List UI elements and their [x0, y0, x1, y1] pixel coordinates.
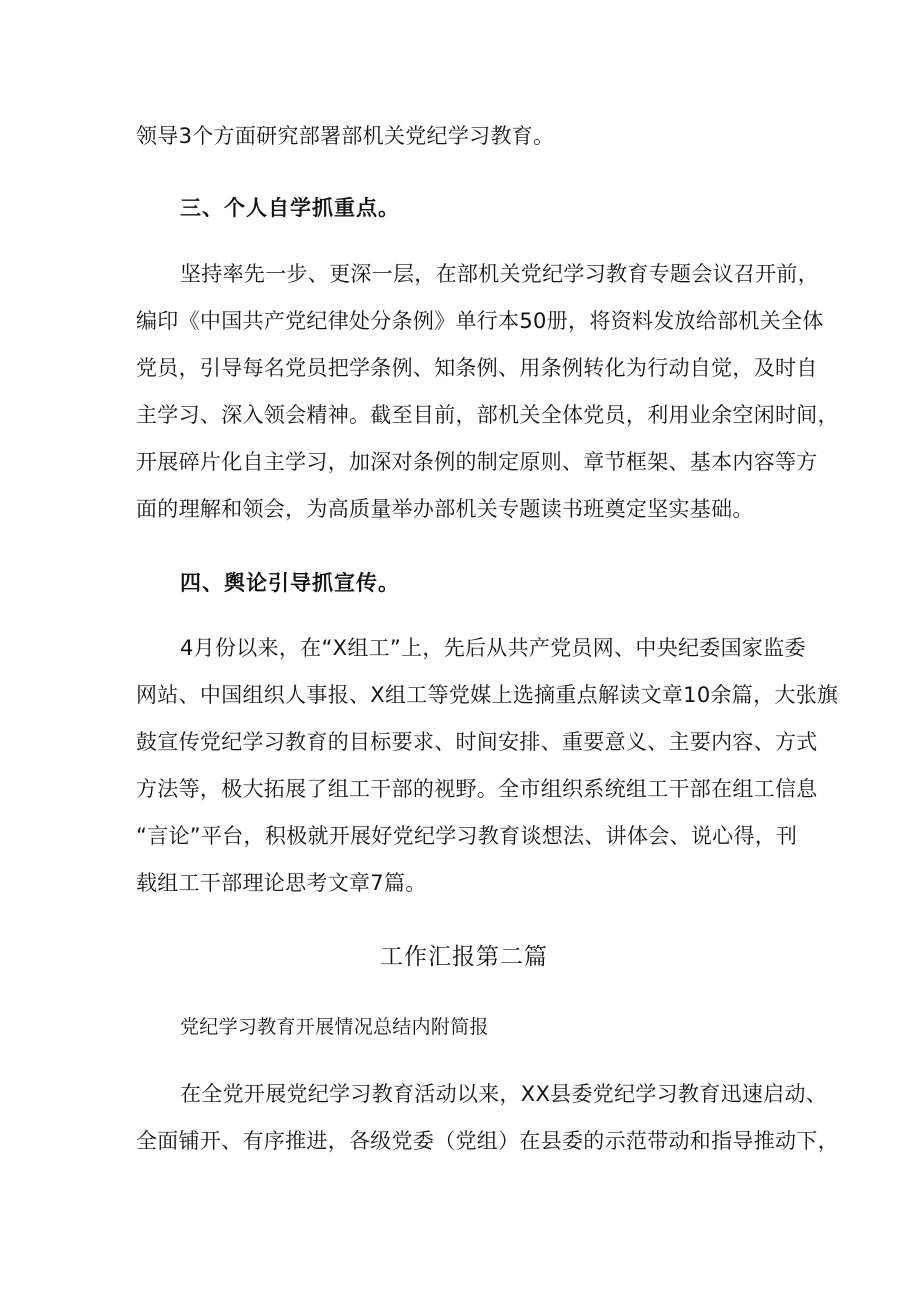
paragraph-line: 编印《中国共产党纪律处分条例》单行本50册，将资料发放给部机关全体	[136, 309, 824, 333]
paragraph-line: 开展碎片化自主学习，加深对条例的制定原则、章节框架、基本内容等方	[136, 450, 818, 474]
paragraph-line: 坚持率先一步、更深一层，在部机关党纪学习教育专题会议召开前，	[180, 262, 819, 286]
section-heading-4: 四、舆论引导抓宣传。	[180, 571, 400, 595]
document-subtitle: 党纪学习教育开展情况总结内附简报	[180, 1016, 489, 1038]
document-title: 工作汇报第二篇	[380, 944, 548, 970]
paragraph-line: 领导3个方面研究部署部机关党纪学习教育。	[136, 124, 555, 148]
paragraph-line: 主学习、深入领会精神。截至目前，部机关全体党员，利用业余空闲时间，	[136, 403, 839, 427]
paragraph-line: 面的理解和领会，为高质量举办部机关专题读书班奠定坚实基础。	[136, 497, 754, 521]
paragraph-line: “言论”平台，积极就开展好党纪学习教育谈想法、讲体会、说心得，刊	[136, 824, 798, 848]
paragraph-line: 在全党开展党纪学习教育活动以来，XX县委党纪学习教育迅速启动、	[180, 1082, 828, 1106]
paragraph-line: 全面铺开、有序推进，各级党委（党组）在县委的示范带动和指导推动下，	[136, 1129, 839, 1153]
paragraph-line: 载组工干部理论思考文章7篇。	[136, 871, 427, 895]
section-heading-3: 三、个人自学抓重点。	[180, 196, 400, 220]
paragraph-line: 方法等，极大拓展了组工干部的视野。全市组织系统组工干部在组工信息	[136, 777, 818, 801]
paragraph-line: 4月份以来，在“X组工”上，先后从共产党员网、中央纪委国家监委	[180, 636, 806, 660]
paragraph-line: 鼓宣传党纪学习教育的目标要求、时间安排、重要意义、主要内容、方式	[136, 730, 818, 754]
paragraph-line: 党员，引导每名党员把学条例、知条例、用条例转化为行动自觉，及时自	[136, 356, 818, 380]
paragraph-line: 网站、中国组织人事报、X组工等党媒上选摘重点解读文章10余篇，大张旗	[136, 683, 839, 707]
